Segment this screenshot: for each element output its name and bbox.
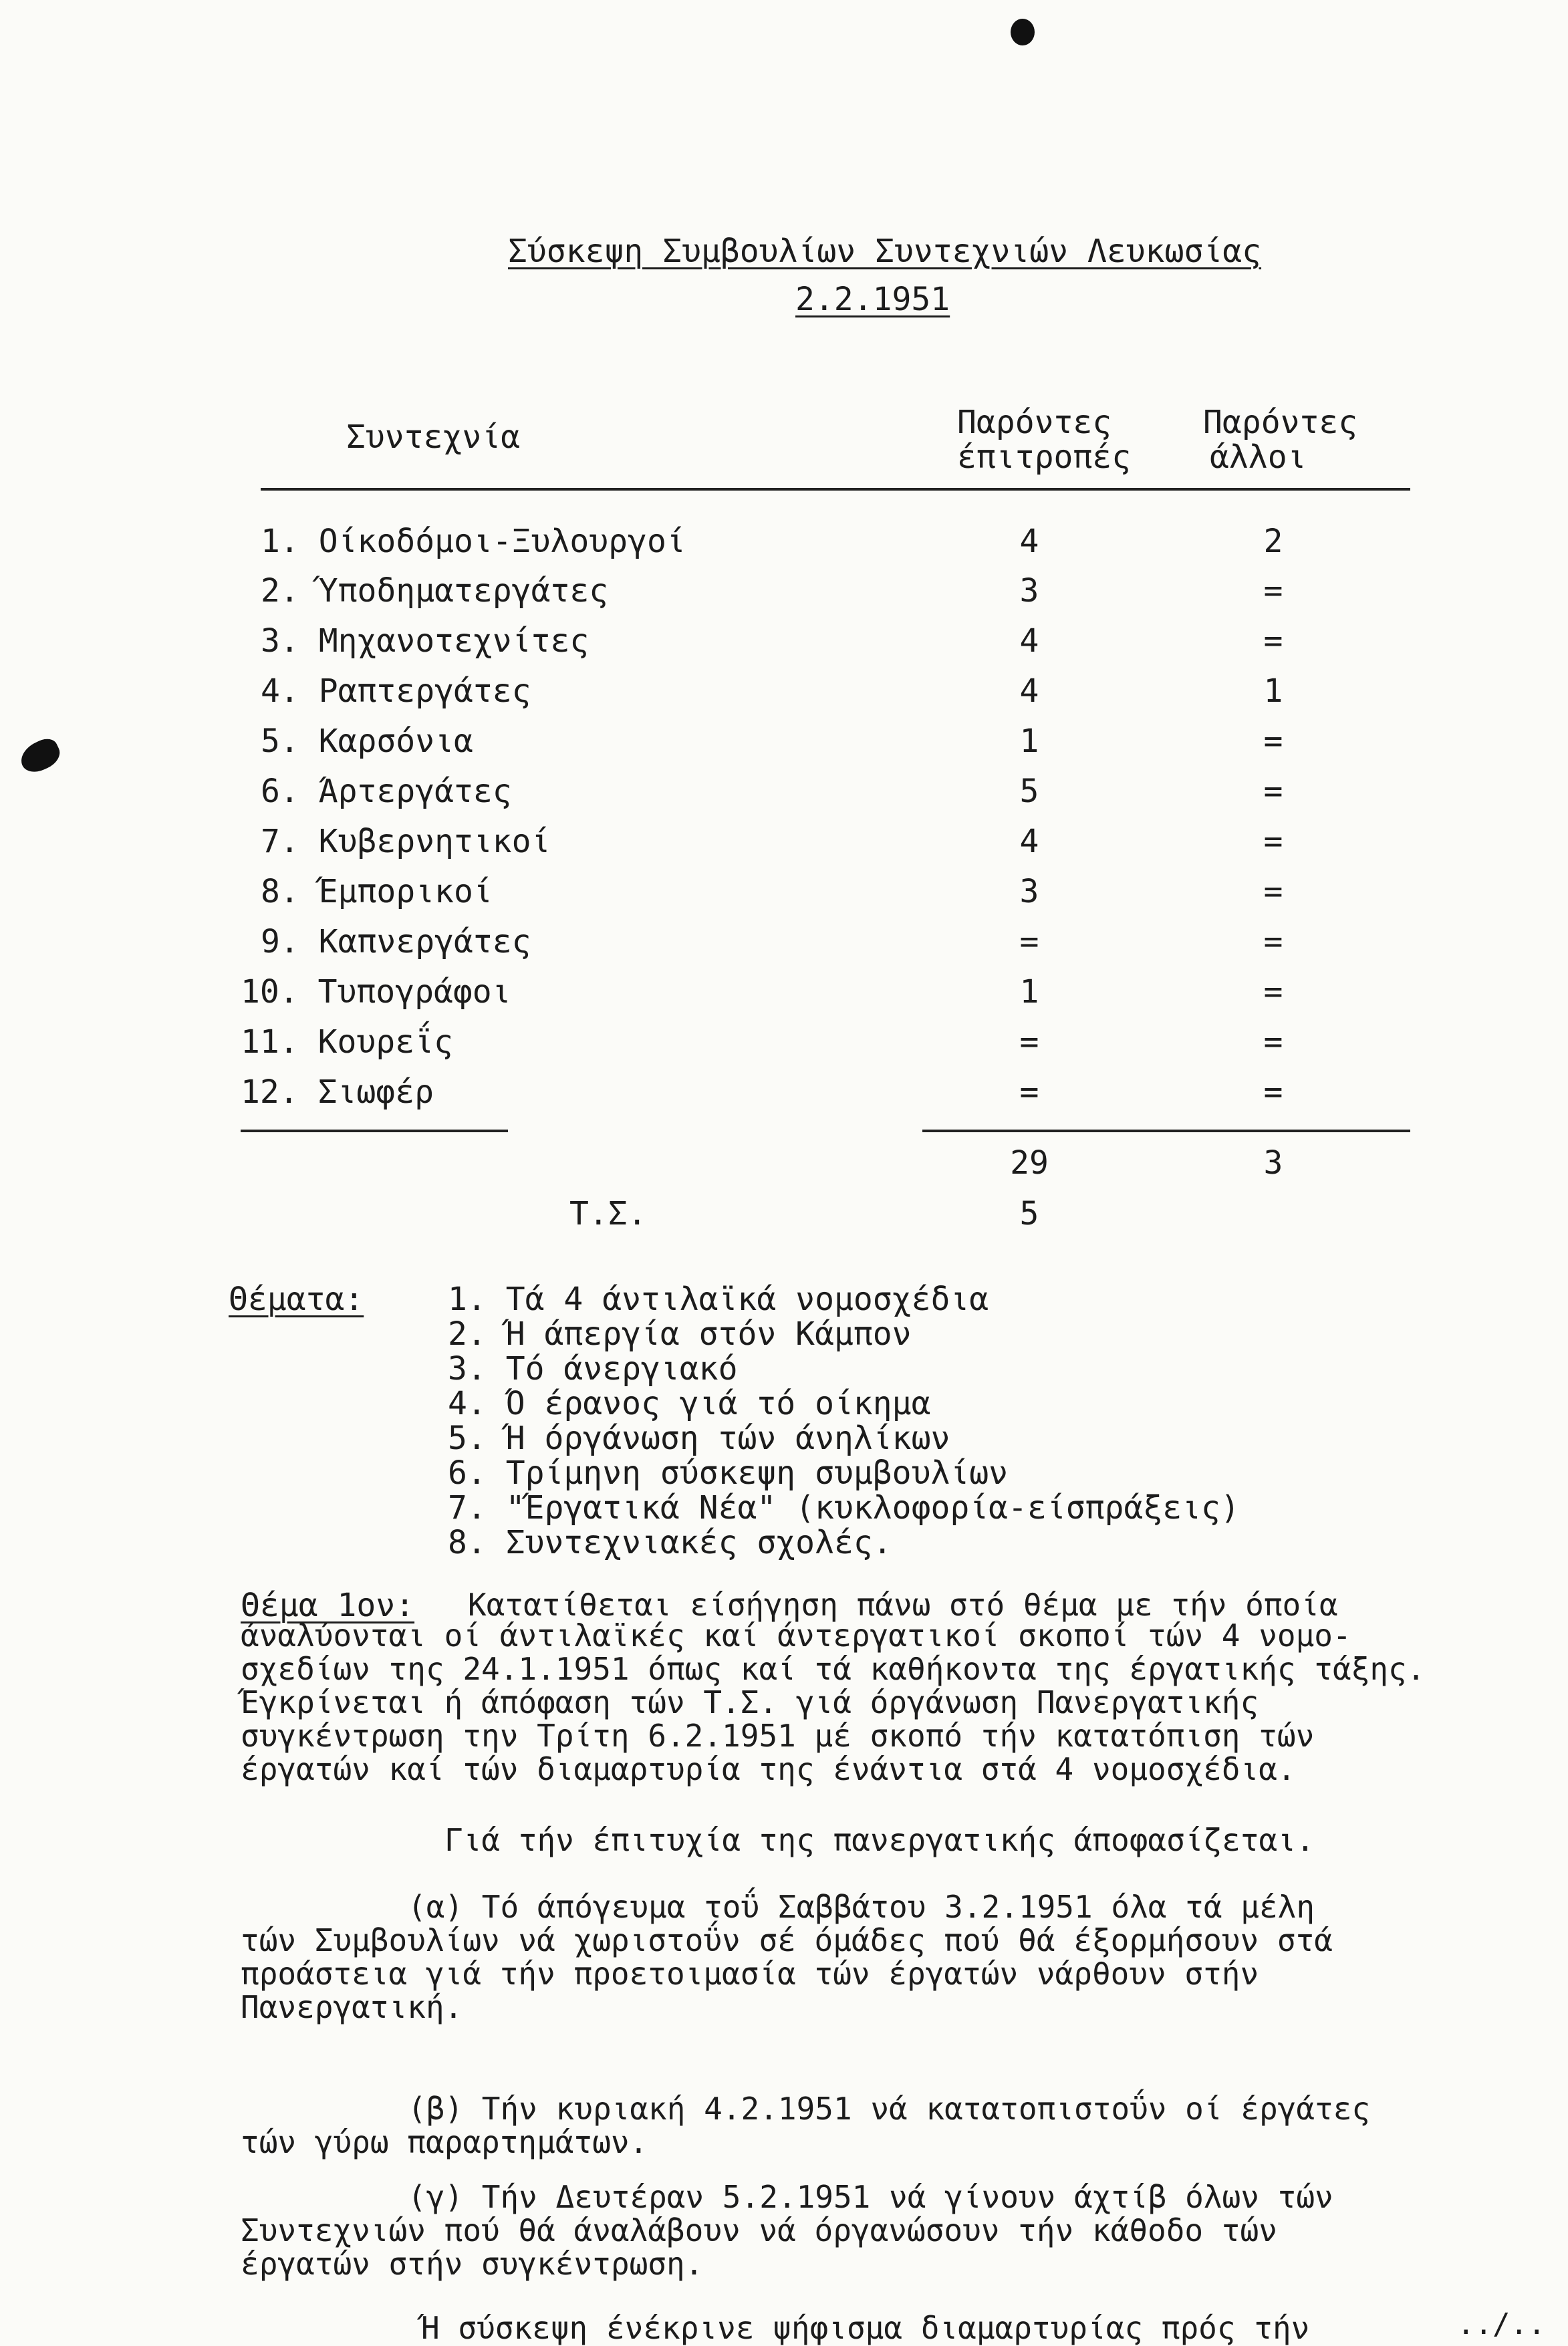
closing-line: Ή σύσκεψη ένέκρινε ψήφισμα διαμαρτυρίας πρός τήν [421,2310,1310,2346]
row-union-name: 12. Σιωφέρ [241,1073,434,1111]
decision-item-a: (α) Τό άπόγευμα τοΰ Σαββάτου 3.2.1951 όλα τά μέλη τών Συμβουλίων νά χωριστοΰν σέ όμάδες πού θά έξορμήσουν στά προάστεια γιά τήν προετοιμασία τών έργατών νάρθουν στήν Πανεργατική. [241,1889,1333,2025]
row-union-name: 10. Τυπογράφοι [241,973,511,1011]
topic-item: 2. Ή άπεργία στόν Κάμπον [448,1315,912,1353]
row-others-count: = [1263,1073,1283,1111]
header-rule [261,488,1410,491]
row-union-name: 4. Ραπτεργάτες [261,672,531,710]
total-rule-left [241,1130,508,1132]
row-committees-count: 3 [1019,572,1039,610]
topic-item: 3. Τό άνεργιακό [448,1350,738,1388]
row-others-count: = [1263,973,1283,1011]
row-union-name: 5. Καρσόνια [261,723,473,760]
theme1-label: Θέμα 1ον: [241,1587,415,1624]
row-others-count: 2 [1263,523,1283,560]
topic-item: 4. Ό έρανος γιά τό οίκημα [448,1385,931,1422]
row-committees-count: 4 [1019,523,1039,560]
page-date: 2.2.1951 [795,281,950,318]
col-header-others-2: άλλοι [1210,438,1307,476]
row-committees-count: 4 [1019,622,1039,660]
row-committees-count: 3 [1019,873,1039,910]
row-others-count: = [1263,622,1283,660]
row-union-name: 7. Κυβερνητικοί [261,823,551,860]
scan-dot [1011,19,1035,45]
decision-item-c: (γ) Τήν Δευτέραν 5.2.1951 νά γίνουν άχτίβ όλων τών Συντεχνιών πού θά άναλάβουν νά όργανώσουν τήν κάθοδο τών έργατών στήν συγκέντρωση. [241,2179,1333,2282]
row-committees-count: = [1019,1023,1039,1061]
ts-label: Τ.Σ. [569,1195,647,1232]
continuation-mark: ../.. [1457,2307,1546,2341]
row-committees-count: 1 [1019,723,1039,760]
row-committees-count: = [1019,923,1039,960]
topic-item: 5. Ή όργάνωση τών άνηλίκων [448,1420,950,1457]
row-others-count: = [1263,723,1283,760]
row-others-count: = [1263,572,1283,610]
row-committees-count: 5 [1019,773,1039,810]
row-union-name: 6. Άρτεργάτες [261,773,512,810]
decision-item-b: (β) Τήν κυριακή 4.2.1951 νά κατατοπιστοΰν οί έργάτες τών γύρω παραρτημάτων. [241,2091,1371,2160]
topic-item: 6. Τρίμηνη σύσκεψη συμβουλίων [448,1454,1009,1492]
ts-value: 5 [1019,1195,1039,1232]
row-union-name: 11. Κουρεΐς [241,1023,453,1061]
total-rule-right [922,1130,1410,1132]
topic-item: 7. "Έργατικά Νέα" (κυκλοφορία-είσπράξεις) [448,1489,1240,1527]
row-union-name: 2. Ύποδηματεργάτες [261,572,609,610]
row-union-name: 9. Καπνεργάτες [261,923,531,960]
row-others-count: = [1263,823,1283,860]
row-committees-count: 4 [1019,823,1039,860]
topic-item: 1. Τά 4 άντιλαϊκά νομοσχέδια [448,1281,989,1318]
row-others-count: 1 [1263,672,1283,710]
row-others-count: = [1263,873,1283,910]
row-committees-count: = [1019,1073,1039,1111]
col-header-others-1: Παρόντες [1203,404,1358,441]
row-others-count: = [1263,773,1283,810]
row-union-name: 1. Οίκοδόμοι-Ξυλουργοί [261,523,686,560]
theme1-first-line: Κατατίθεται είσήγηση πάνω στό θέμα με τήν όποία [468,1587,1338,1623]
col-header-committees-2: έπιτροπές [957,438,1132,476]
row-union-name: 3. Μηχανοτεχνίτες [261,622,590,660]
topics-label: Θέματα: [229,1281,364,1318]
row-others-count: = [1263,1023,1283,1061]
row-others-count: = [1263,923,1283,960]
ink-blot [16,735,64,777]
row-committees-count: 4 [1019,672,1039,710]
col-header-committees-1: Παρόντες [957,404,1112,441]
page-title: Σύσκεψη Συμβουλίων Συντεχνιών Λευκωσίας [508,233,1262,270]
decision-intro: Γιά τήν έπιτυχία της πανεργατικής άποφασίζεται. [444,1822,1315,1858]
total-committees: 29 [1010,1144,1049,1182]
row-committees-count: 1 [1019,973,1039,1011]
col-header-union: Συντεχνία [346,418,521,456]
row-union-name: 8. Έμπορικοί [261,873,493,910]
topic-item: 8. Συντεχνιακές σχολές. [448,1524,892,1561]
theme1-body: άναλύονται οί άντιλαϊκές καί άντεργατικοί σκοποί τών 4 νομο- σχεδίων της 24.1.1951 όπως καί τά καθήκοντα της έργατικής τάξης. Έγκρίνεται ή άπόφαση τών Τ.Σ. γιά όργάνωση Πανεργατικής συγκέντρωση την Τρίτη 6.2.1951 μέ σκοπό τήν κατατόπιση τών έργατών καί τών διαμαρτυρία της ένάντια στά 4 νομοσχέδια. [241,1617,1426,1787]
total-others: 3 [1263,1144,1283,1182]
